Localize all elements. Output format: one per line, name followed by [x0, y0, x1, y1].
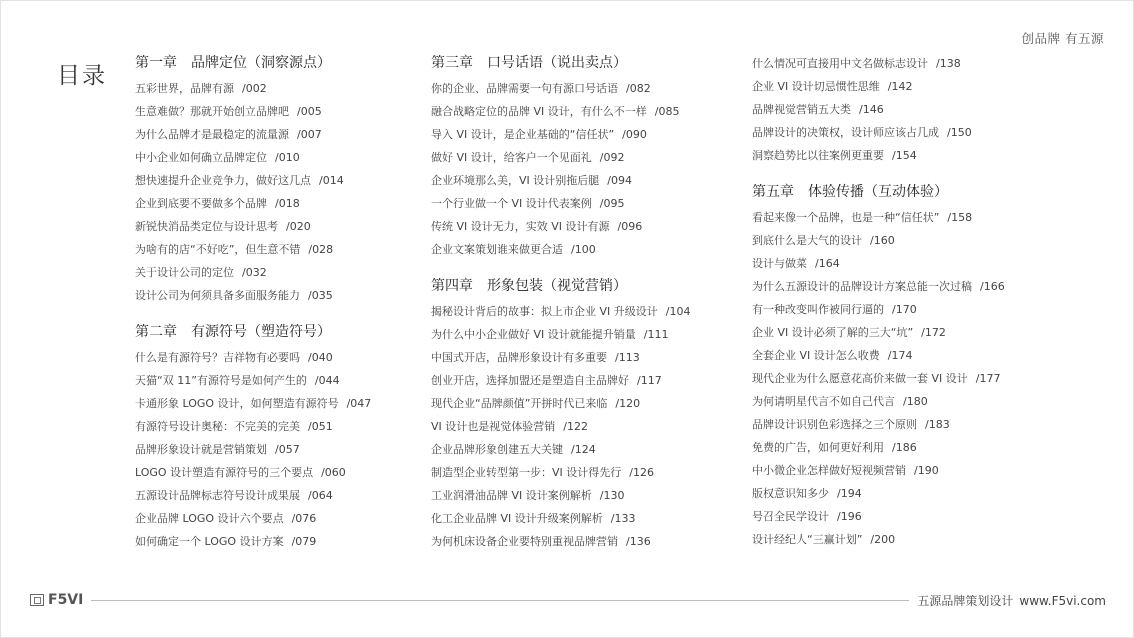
- toc-entry[interactable]: [431, 169, 731, 192]
- toc-entry-title: 为什么中小企业做好 VI 设计就能提升销量: [431, 328, 636, 341]
- toc-entry-page: /122: [563, 420, 588, 433]
- toc-entry-page: /018: [275, 197, 300, 210]
- toc-entry[interactable]: [431, 123, 731, 146]
- toc-entry-title: 为何机床设备企业要特别重视品牌营销: [431, 535, 618, 548]
- toc-entry-title: 企业文案策划谁来做更合适: [431, 243, 563, 256]
- toc-entry-page: /035: [308, 289, 333, 302]
- toc-entry[interactable]: [135, 123, 405, 146]
- toc-entry-page: /096: [617, 220, 643, 233]
- page-title: 目录: [57, 63, 107, 89]
- toc-entry-title: 中小企业如何确立品牌定位: [135, 151, 267, 164]
- toc-entry[interactable]: [752, 144, 1052, 167]
- toc-entry-title: 你的企业、品牌需要一句有源口号话语: [431, 82, 618, 95]
- chapter-title: 有源符号（塑造符号）: [191, 324, 331, 340]
- toc-entry[interactable]: [431, 238, 731, 261]
- toc-entry-page: /117: [637, 374, 662, 387]
- toc-entry[interactable]: [752, 52, 1052, 75]
- chapter-heading: [431, 52, 731, 75]
- toc-entry-page: /020: [286, 220, 311, 233]
- toc-entry[interactable]: [752, 413, 1052, 436]
- toc-entry-title: 设计经纪人“三赢计划”: [752, 533, 863, 546]
- toc-entry[interactable]: [135, 438, 405, 461]
- toc-entry-title: 为何请明星代言不如自己代言: [752, 395, 895, 408]
- toc-entry[interactable]: [431, 77, 731, 100]
- toc-entry-page: /040: [308, 351, 333, 364]
- toc-entry[interactable]: [135, 346, 405, 369]
- toc-entry-title: 导入 VI 设计，是企业基础的“信任状”: [431, 128, 615, 141]
- toc-entry-page: /190: [914, 464, 939, 477]
- toc-entry-title: 做好 VI 设计，给客户一个见面礼: [431, 151, 592, 164]
- toc-entry[interactable]: [752, 367, 1052, 390]
- chapter-spacer: [752, 167, 1052, 181]
- chapter-section: [135, 52, 405, 307]
- brand-logo[interactable]: [30, 592, 83, 608]
- toc-entry-title: 为什么品牌才是最稳定的流量源: [135, 128, 289, 141]
- toc-entry[interactable]: [752, 528, 1052, 551]
- toc-entry-title: VI 设计也是视觉体验营销: [431, 420, 556, 433]
- toc-entry-page: /154: [892, 149, 917, 162]
- toc-entry[interactable]: [135, 77, 405, 100]
- toc-entry-title: 现代企业“品牌颜值”开拼时代已来临: [431, 397, 608, 410]
- toc-entry-page: /094: [607, 174, 632, 187]
- toc-entry[interactable]: [752, 321, 1052, 344]
- chapter-title: 体验传播（互动体验）: [808, 184, 948, 200]
- toc-entry-page: /090: [622, 128, 647, 141]
- toc-entry-page: /014: [319, 174, 344, 187]
- toc-entry[interactable]: [752, 121, 1052, 144]
- toc-entry[interactable]: [135, 284, 405, 307]
- toc-entry-title: 为啥有的店“不好吃”，但生意不错: [135, 243, 301, 256]
- toc-entry[interactable]: [752, 482, 1052, 505]
- footer-credit: [917, 592, 1106, 609]
- toc-entry-page: /194: [837, 487, 862, 500]
- footer-divider: [91, 600, 909, 601]
- toc-entry-title: 品牌设计的决策权，设计师应该占几成: [752, 126, 939, 139]
- toc-entry[interactable]: [752, 344, 1052, 367]
- toc-entry-title: 卡通形象 LOGO 设计，如何塑造有源符号: [135, 397, 339, 410]
- toc-entry-page: /196: [837, 510, 862, 523]
- toc-entry-page: /002: [242, 82, 267, 95]
- toc-entry-title: 创业开店，选择加盟还是塑造自主品牌好: [431, 374, 629, 387]
- toc-entry[interactable]: [431, 484, 731, 507]
- toc-entry[interactable]: [135, 169, 405, 192]
- toc-entry[interactable]: [431, 507, 731, 530]
- toc-entry-page: /200: [870, 533, 896, 546]
- toc-entry[interactable]: [752, 436, 1052, 459]
- chapter-number: 第三章: [431, 55, 473, 71]
- toc-entry[interactable]: [431, 438, 731, 461]
- toc-entry-page: /186: [892, 441, 917, 454]
- toc-entry-page: /130: [599, 489, 625, 502]
- toc-entry[interactable]: [431, 300, 731, 323]
- toc-entry-title: 有一种改变叫作被同行逼的: [752, 303, 884, 316]
- toc-entry-page: /111: [643, 328, 669, 341]
- toc-entry-page: /064: [308, 489, 333, 502]
- toc-entry-title: 品牌设计识别色彩选择之三个原则: [752, 418, 917, 431]
- toc-entry[interactable]: [135, 369, 405, 392]
- toc-entry-title: 为什么五源设计的品牌设计方案总能一次过稿: [752, 280, 972, 293]
- toc-entry[interactable]: [752, 75, 1052, 98]
- toc-entry-page: /095: [599, 197, 625, 210]
- toc-entry[interactable]: [752, 505, 1052, 528]
- toc-entry-title: 企业品牌形象创建五大关键: [431, 443, 563, 456]
- toc-entry-title: 企业到底要不要做多个品牌: [135, 197, 267, 210]
- toc-entry[interactable]: [431, 323, 731, 346]
- toc-entry[interactable]: [431, 215, 731, 238]
- toc-entry[interactable]: [431, 192, 731, 215]
- toc-entry[interactable]: [431, 461, 731, 484]
- toc-entry-title: 工业润滑油品牌 VI 设计案例解析: [431, 489, 592, 502]
- toc-entry-page: /104: [665, 305, 691, 318]
- brand-slogan: 创品牌 有五源: [1021, 31, 1104, 46]
- toc-entry[interactable]: [135, 215, 405, 238]
- logo-text: F5VI: [48, 592, 84, 608]
- toc-entry-title: 企业环境那么美，VI 设计别拖后腿: [431, 174, 600, 187]
- toc-entry-page: /051: [308, 420, 333, 433]
- toc-entry-page: /028: [308, 243, 334, 256]
- logo-mark-icon: [30, 594, 44, 606]
- chapter-heading: [431, 275, 731, 298]
- toc-entry-page: /177: [975, 372, 1001, 385]
- toc-entry[interactable]: [752, 229, 1052, 252]
- toc-entry[interactable]: [135, 238, 405, 261]
- toc-entry[interactable]: [431, 415, 731, 438]
- website-link[interactable]: www.F5vi.com: [1019, 593, 1106, 608]
- toc-entry-title: 新锐快消品类定位与设计思考: [135, 220, 278, 233]
- toc-entry-page: /133: [610, 512, 636, 525]
- company-name: 五源品牌策划设计: [917, 593, 1014, 608]
- toc-entry[interactable]: [752, 390, 1052, 413]
- toc-entry-title: 如何确定一个 LOGO 设计方案: [135, 535, 284, 548]
- toc-entry[interactable]: [752, 252, 1052, 275]
- toc-entry[interactable]: [135, 530, 405, 553]
- footer: [30, 591, 1106, 609]
- chapter-heading: [752, 181, 1052, 204]
- toc-entry[interactable]: [135, 146, 405, 169]
- toc-entry-title: 生意难做？那就开始创立品牌吧: [135, 105, 289, 118]
- toc-entry-page: /126: [629, 466, 654, 479]
- toc-entry-page: /124: [571, 443, 596, 456]
- chapter-section: [752, 52, 1052, 167]
- chapter-title: 口号话语（说出卖点）: [487, 55, 627, 71]
- chapter-section: [431, 275, 731, 553]
- toc-entry[interactable]: [135, 392, 405, 415]
- chapter-title: 品牌定位（洞察源点）: [191, 55, 331, 71]
- toc-entry-title: 看起来像一个品牌，也是一种“信任状”: [752, 211, 940, 224]
- toc-entry-page: /150: [947, 126, 972, 139]
- toc-entry[interactable]: [135, 484, 405, 507]
- toc-entry-title: 品牌视觉营销五大类: [752, 103, 851, 116]
- toc-entry-title: 号召全民学设计: [752, 510, 829, 523]
- toc-entry-title: 制造型企业转型第一步：VI 设计得先行: [431, 466, 622, 479]
- toc-entry-page: /076: [291, 512, 317, 525]
- toc-entry-page: /172: [921, 326, 946, 339]
- toc-entry[interactable]: [431, 146, 731, 169]
- toc-entry-title: LOGO 设计塑造有源符号的三个要点: [135, 466, 314, 479]
- toc-entry-title: 洞察趋势比以往案例更重要: [752, 149, 884, 162]
- chapter-number: 第一章: [135, 55, 177, 71]
- toc-entry-page: /138: [936, 57, 961, 70]
- toc-entry-title: 中小微企业怎样做好短视频营销: [752, 464, 906, 477]
- toc-entry-page: /005: [297, 105, 322, 118]
- toc-entry-page: /146: [859, 103, 884, 116]
- toc-entry[interactable]: [752, 98, 1052, 121]
- toc-entry-title: 传统 VI 设计无力，实效 VI 设计有源: [431, 220, 610, 233]
- chapter-heading: [135, 321, 405, 344]
- toc-entry-title: 免费的广告，如何更好利用: [752, 441, 884, 454]
- toc-entry[interactable]: [135, 507, 405, 530]
- chapter-number: 第五章: [752, 184, 794, 200]
- chapter-number: 第二章: [135, 324, 177, 340]
- toc-entry-title: 五彩世界，品牌有源: [135, 82, 234, 95]
- toc-entry-page: /113: [615, 351, 640, 364]
- toc-entry-page: /060: [321, 466, 346, 479]
- toc-entry-page: /160: [870, 234, 895, 247]
- toc-entry[interactable]: [431, 369, 731, 392]
- toc-entry[interactable]: [752, 459, 1052, 482]
- toc-entry-page: /100: [571, 243, 596, 256]
- toc-entry[interactable]: [431, 100, 731, 123]
- toc-entry-page: /092: [599, 151, 625, 164]
- toc-entry-title: 中国式开店，品牌形象设计有多重要: [431, 351, 607, 364]
- toc-entry-title: 有源符号设计奥秘：不完美的完美: [135, 420, 300, 433]
- toc-entry-page: /085: [654, 105, 680, 118]
- toc-entry[interactable]: [135, 100, 405, 123]
- chapter-title: 形象包装（视觉营销）: [487, 278, 627, 294]
- toc-entry-title: 融合战略定位的品牌 VI 设计，有什么不一样: [431, 105, 647, 118]
- toc-entry[interactable]: [752, 206, 1052, 229]
- toc-entry-title: 到底什么是大气的设计: [752, 234, 862, 247]
- toc-entry-title: 版权意识知多少: [752, 487, 829, 500]
- toc-entry-page: /079: [291, 535, 317, 548]
- chapter-section: [135, 321, 405, 553]
- toc-column-1: [135, 52, 405, 553]
- toc-entry-page: /057: [275, 443, 300, 456]
- toc-entry-page: /170: [892, 303, 917, 316]
- toc-entry-title: 设计与做菜: [752, 257, 807, 270]
- toc-entry-page: /047: [346, 397, 372, 410]
- toc-entry-page: /010: [275, 151, 300, 164]
- toc-entry[interactable]: [431, 392, 731, 415]
- toc-entry-title: 关于设计公司的定位: [135, 266, 234, 279]
- toc-entry-page: /164: [815, 257, 840, 270]
- toc-entry-page: /166: [980, 280, 1005, 293]
- toc-entry[interactable]: [135, 261, 405, 284]
- chapter-section: [752, 181, 1052, 551]
- toc-entry-page: /142: [887, 80, 913, 93]
- toc-entry-title: 揭秘设计背后的故事：拟上市企业 VI 升级设计: [431, 305, 658, 318]
- toc-entry-title: 企业 VI 设计切忌惯性思维: [752, 80, 880, 93]
- toc-entry-title: 全套企业 VI 设计怎么收费: [752, 349, 880, 362]
- toc-entry-page: /183: [925, 418, 950, 431]
- chapter-number: 第四章: [431, 278, 473, 294]
- toc-entry[interactable]: [431, 530, 731, 553]
- toc-entry-title: 什么情况可直接用中文名做标志设计: [752, 57, 928, 70]
- toc-entry[interactable]: [752, 298, 1052, 321]
- toc-entry[interactable]: [135, 415, 405, 438]
- toc-entry-title: 想快速提升企业竞争力，做好这几点: [135, 174, 311, 187]
- chapter-spacer: [431, 261, 731, 275]
- toc-entry[interactable]: [431, 346, 731, 369]
- toc-entry-page: /082: [626, 82, 651, 95]
- toc-entry-title: 化工企业品牌 VI 设计升级案例解析: [431, 512, 603, 525]
- toc-entry-page: /158: [947, 211, 973, 224]
- chapter-section: [431, 52, 731, 261]
- toc-entry-title: 天猫“双 11”有源符号是如何产生的: [135, 374, 307, 387]
- toc-entry[interactable]: [135, 461, 405, 484]
- chapter-heading: [135, 52, 405, 75]
- toc-entry-title: 什么是有源符号？吉祥物有必要吗: [135, 351, 300, 364]
- toc-entry-title: 企业品牌 LOGO 设计六个要点: [135, 512, 284, 525]
- toc-entry-title: 品牌形象设计就是营销策划: [135, 443, 267, 456]
- toc-entry-title: 五源设计品牌标志符号设计成果展: [135, 489, 300, 502]
- toc-entry-title: 设计公司为何须具备多面服务能力: [135, 289, 300, 302]
- toc-entry[interactable]: [752, 275, 1052, 298]
- chapter-spacer: [135, 307, 405, 321]
- toc-entry-page: /044: [314, 374, 340, 387]
- toc-column-2: [431, 52, 731, 553]
- toc-column-3: [752, 52, 1052, 551]
- toc-entry-title: 现代企业为什么愿意花高价来做一套 VI 设计: [752, 372, 968, 385]
- toc-entry-page: /120: [615, 397, 641, 410]
- toc-entry-page: /032: [242, 266, 267, 279]
- toc-entry-page: /174: [887, 349, 913, 362]
- toc-entry-page: /180: [903, 395, 928, 408]
- toc-entry-title: 企业 VI 设计必须了解的三大“坑”: [752, 326, 914, 339]
- toc-entry-title: 一个行业做一个 VI 设计代表案例: [431, 197, 592, 210]
- toc-entry-page: /007: [297, 128, 322, 141]
- toc-entry-page: /136: [626, 535, 651, 548]
- toc-entry[interactable]: [135, 192, 405, 215]
